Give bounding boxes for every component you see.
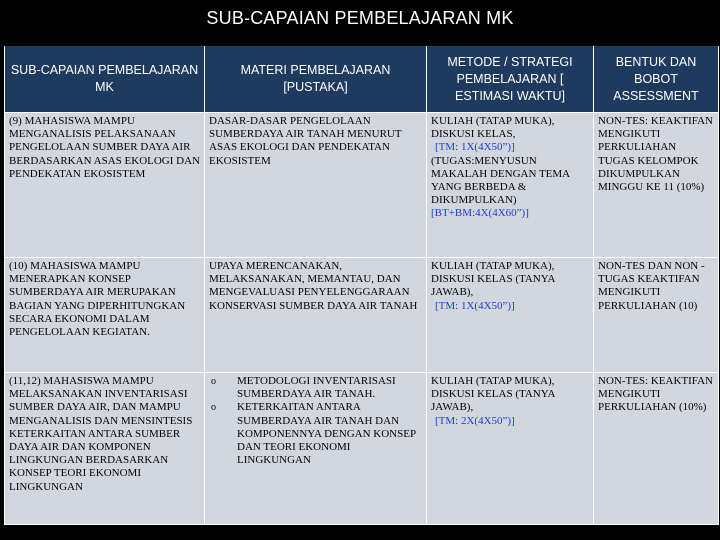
slide-title: SUB-CAPAIAN PEMBELAJARAN MK xyxy=(206,8,514,28)
metode-time-2: [BT+BM:4X(4X60”)] xyxy=(431,207,529,220)
list-item xyxy=(211,401,422,467)
metode-time: [TM: 1X(4X50”)] xyxy=(435,299,515,312)
cell-materi xyxy=(205,373,427,525)
metode-time: [TM: 2X(4X50”)] xyxy=(435,414,515,427)
bullet-marker: o xyxy=(211,376,216,387)
table-row xyxy=(5,113,719,258)
metode-time: [TM: 1X(4X50”)] xyxy=(435,141,515,154)
course-table xyxy=(4,44,719,525)
cell-materi: DASAR-DASAR PENGELOLAAN SUMBERDAYA AIR TANAH MENURUT ASAS EKOLOGI DAN PENDEKATAN EKOSISTEM xyxy=(205,113,427,258)
cell-assessment: NON-TES: KEAKTIFAN MENGIKUTI PERKULIAHAN TUGAS KELOMPOK DIKUMPULKAN MINGGU KE 11 (10%) xyxy=(594,113,719,258)
table-row xyxy=(5,258,719,373)
cell-sub-capaian: (9) MAHASISWA MAMPU MENGANALISIS PELAKSANAAN PENGELOLAAN SUMBER DAYA AIR BERDASARKAN ASAS EKOLOGI DAN PENDEKATAN EKOSISTEM xyxy=(5,113,205,258)
list-item-text: METODOLOGI INVENTARISASI SUMBERDAYA AIR TANAH. xyxy=(237,375,396,401)
cell-materi: UPAYA MERENCANAKAN, MELAKSANAKAN, MEMANTAU, DAN MENGEVALUASI PENYELENGGARAAN KONSERVASI SUMBER DAYA AIR TANAH xyxy=(205,258,427,373)
list-item-text: KETERKAITAN ANTARA SUMBERDAYA AIR TANAH DAN KOMPONENNYA DENGAN KONSEP DAN TEORI EKONOMI LINGKUNGAN xyxy=(237,401,416,467)
header-metode: METODE / STRATEGI PEMBELAJARAN [ ESTIMASI WAKTU] xyxy=(427,45,594,113)
header-sub-capaian: SUB-CAPAIAN PEMBELAJARAN MK xyxy=(5,45,205,113)
cell-sub-capaian: (11,12) MAHASISWA MAMPU MELAKSANAKAN INVENTARISASI SUMBER DAYA AIR, DAN MAMPU MENGANALISIS DAN MENSINTESIS KETERKAITAN ANTARA SUMBER DAYA AIR DAN KOMPONEN LINGKUNGAN BERDASARKAN KONSEP TEORI EKONOMI LINGKUNGAN xyxy=(5,373,205,525)
materi-list xyxy=(209,375,422,467)
metode-text: KULIAH (TATAP MUKA), DISKUSI KELAS (TANYA JAWAB), xyxy=(431,375,555,414)
metode-text: KULIAH (TATAP MUKA), DISKUSI KELAS (TANYA JAWAB), xyxy=(431,260,555,299)
cell-metode xyxy=(427,258,594,373)
metode-extra: (TUGAS:MENYUSUN MAKALAH DENGAN TEMA YANG BERBEDA & DIKUMPULKAN) xyxy=(431,154,570,207)
header-row xyxy=(5,45,719,113)
list-item xyxy=(211,375,422,401)
header-materi: MATERI PEMBELAJARAN [PUSTAKA] xyxy=(205,45,427,113)
bullet-marker: o xyxy=(211,402,216,414)
cell-metode xyxy=(427,373,594,525)
cell-sub-capaian: (10) MAHASISWA MAMPU MENERAPKAN KONSEP SUMBERDAYA AIR MERUPAKAN BAGIAN YANG DIPERHITUNGKAN SECARA EKONOMI DALAM PENGELOLAAN KEGIATAN. xyxy=(5,258,205,373)
header-assessment: BENTUK DAN BOBOT ASSESSMENT xyxy=(594,45,719,113)
cell-metode xyxy=(427,113,594,258)
cell-assessment: NON-TES: KEAKTIFAN MENGIKUTI PERKULIAHAN (10%) xyxy=(594,373,719,525)
table-row xyxy=(5,373,719,525)
cell-assessment: NON-TES DAN NON - TUGAS KEAKTIFAN MENGIKUTI PERKULIAHAN (10) xyxy=(594,258,719,373)
metode-text: KULIAH (TATAP MUKA), DISKUSI KELAS, xyxy=(431,115,555,141)
